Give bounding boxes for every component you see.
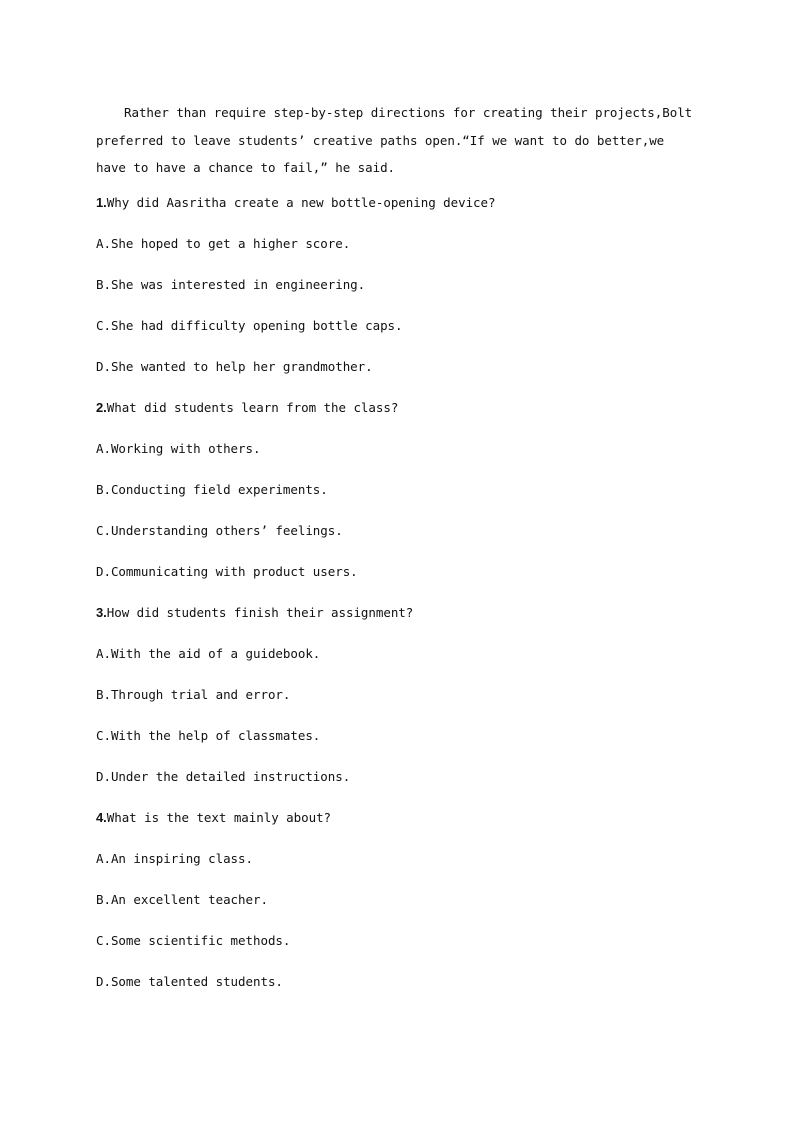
question-stem [96,605,696,646]
answer-option-a: A.With the aid of a guidebook. [96,645,321,661]
question-stem [96,400,696,441]
question-number: 1. [96,194,107,210]
question-stem [96,195,696,236]
question-text: How did students finish their assignment? [106,604,414,620]
answer-option-a: A.She hoped to get a higher score. [96,235,351,251]
answer-option-c: C.She had difficulty opening bottle caps. [96,317,403,333]
answer-option-d: D.Some talented students. [96,973,283,989]
question-number: 3. [96,604,107,620]
question-block-2 [96,400,696,605]
question-text: What is the text mainly about? [106,809,332,825]
question-number: 4. [96,809,107,825]
answer-option-b: B.She was interested in engineering. [96,276,366,292]
answer-option-d: D.She wanted to help her grandmother. [96,358,373,374]
answer-option-a: A.Working with others. [96,440,261,456]
answer-option-d: D.Communicating with product users. [96,563,358,579]
answer-option-d: D.Under the detailed instructions. [96,768,351,784]
question-block-3 [96,605,696,810]
answer-option-b: B.Conducting field experiments. [96,481,328,497]
passage-paragraph: Rather than require step-by-step directions for creating their projects,Bolt preferred to leave students’ creative paths open.“If we want to do better,we have to have a chance to fail,” he said. [96,105,693,175]
question-block-4 [96,810,696,1015]
answer-option-b: B.Through trial and error. [96,686,291,702]
answer-option-b: B.An excellent teacher. [96,891,268,907]
question-number: 2. [96,399,107,415]
answer-option-a: A.An inspiring class. [96,850,253,866]
answer-option-c: C.Understanding others’ feelings. [96,522,343,538]
question-stem [96,810,696,851]
answer-option-c: C.With the help of classmates. [96,727,321,743]
question-block-1 [96,195,696,400]
answer-option-c: C.Some scientific methods. [96,932,291,948]
question-text: Why did Aasritha create a new bottle-opening device? [106,194,496,210]
document-page [96,99,696,1015]
question-text: What did students learn from the class? [106,399,399,415]
